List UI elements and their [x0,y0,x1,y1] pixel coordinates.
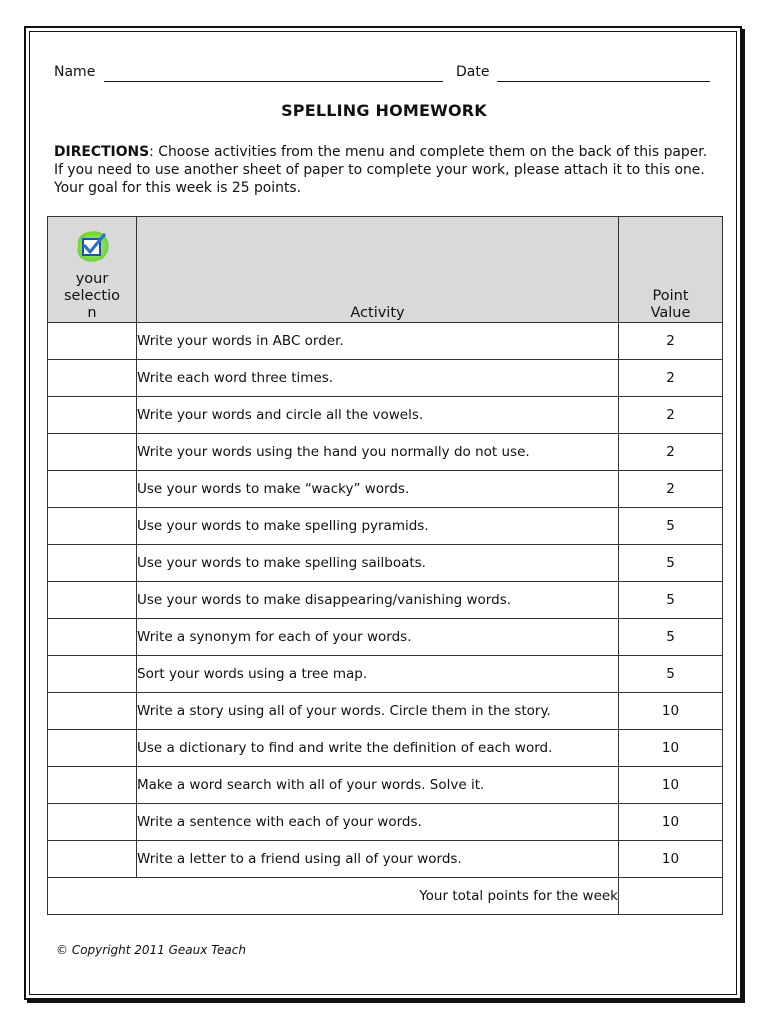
name-date-line [54,64,710,86]
name-label: Name [54,64,96,80]
total-row [48,878,723,915]
activity-cell: Write your words and circle all the vowels. [137,397,619,434]
table-row [48,767,723,804]
points-cell: 10 [619,767,723,804]
directions-paragraph [54,143,716,197]
table-row [48,471,723,508]
activity-cell: Write a story using all of your words. Circle them in the story. [137,693,619,730]
activity-cell: Sort your words using a tree map. [137,656,619,693]
points-cell: 5 [619,545,723,582]
copyright-notice: © Copyright 2011 Geaux Teach [56,943,246,957]
checkbox-check-icon [72,227,112,265]
activity-cell: Use your words to make “wacky” words. [137,471,619,508]
table-row [48,656,723,693]
total-label: Your total points for the week [48,878,619,915]
selection-cell[interactable] [48,619,137,656]
points-cell: 10 [619,804,723,841]
table-row [48,397,723,434]
activity-cell: Write each word three times. [137,360,619,397]
table-row [48,693,723,730]
activity-cell: Use your words to make spelling sailboats. [137,545,619,582]
selection-cell[interactable] [48,323,137,360]
selection-cell[interactable] [48,693,137,730]
selection-cell[interactable] [48,508,137,545]
points-cell: 10 [619,730,723,767]
date-field[interactable] [497,81,710,82]
table-row [48,582,723,619]
points-cell: 2 [619,471,723,508]
activity-cell: Write a sentence with each of your words. [137,804,619,841]
name-field[interactable] [104,81,443,82]
selection-header-line-2: selectio [64,288,120,304]
selection-header-line-1: your [75,271,109,287]
table-row [48,360,723,397]
selection-cell[interactable] [48,804,137,841]
points-cell: 5 [619,619,723,656]
selection-cell[interactable] [48,397,137,434]
table-row [48,323,723,360]
page-title: SPELLING HOMEWORK [281,101,487,120]
points-cell: 5 [619,582,723,619]
selection-cell[interactable] [48,545,137,582]
selection-cell[interactable] [48,471,137,508]
activity-column-header: Activity [137,217,619,323]
selection-header-line-3: n [87,305,97,321]
directions-label: DIRECTIONS [54,144,150,160]
points-cell: 10 [619,841,723,878]
points-header-line-1: Point [652,288,689,304]
table-row [48,434,723,471]
activity-cell: Use your words to make spelling pyramids. [137,508,619,545]
table-row [48,508,723,545]
points-cell: 2 [619,360,723,397]
table-row [48,841,723,878]
total-points-cell[interactable] [619,878,723,915]
points-cell: 2 [619,397,723,434]
table-row [48,545,723,582]
points-cell: 5 [619,656,723,693]
selection-cell[interactable] [48,656,137,693]
activity-menu-table [47,216,723,915]
activity-cell: Make a word search with all of your words. Solve it. [137,767,619,804]
table-row [48,730,723,767]
table-row [48,804,723,841]
directions-text: : Choose activities from the menu and complete them on the back of this paper. If you need to use another sheet of paper to complete your work, please attach it to this one. Your goal for this week is 25 points. [54,144,708,196]
points-cell: 10 [619,693,723,730]
table-header-row [48,217,723,323]
activity-cell: Use your words to make disappearing/vanishing words. [137,582,619,619]
selection-column-header [48,217,137,323]
table-row [48,619,723,656]
points-cell: 2 [619,434,723,471]
selection-cell[interactable] [48,841,137,878]
activity-cell: Write a synonym for each of your words. [137,619,619,656]
selection-cell[interactable] [48,360,137,397]
date-label: Date [456,64,490,80]
selection-cell[interactable] [48,730,137,767]
points-cell: 2 [619,323,723,360]
activity-cell: Write your words in ABC order. [137,323,619,360]
activity-cell: Use a dictionary to find and write the definition of each word. [137,730,619,767]
activity-cell: Write your words using the hand you normally do not use. [137,434,619,471]
points-header-line-2: Value [650,305,691,321]
points-cell: 5 [619,508,723,545]
selection-cell[interactable] [48,582,137,619]
selection-cell[interactable] [48,767,137,804]
activity-cell: Write a letter to a friend using all of your words. [137,841,619,878]
points-column-header [619,217,723,323]
selection-cell[interactable] [48,434,137,471]
